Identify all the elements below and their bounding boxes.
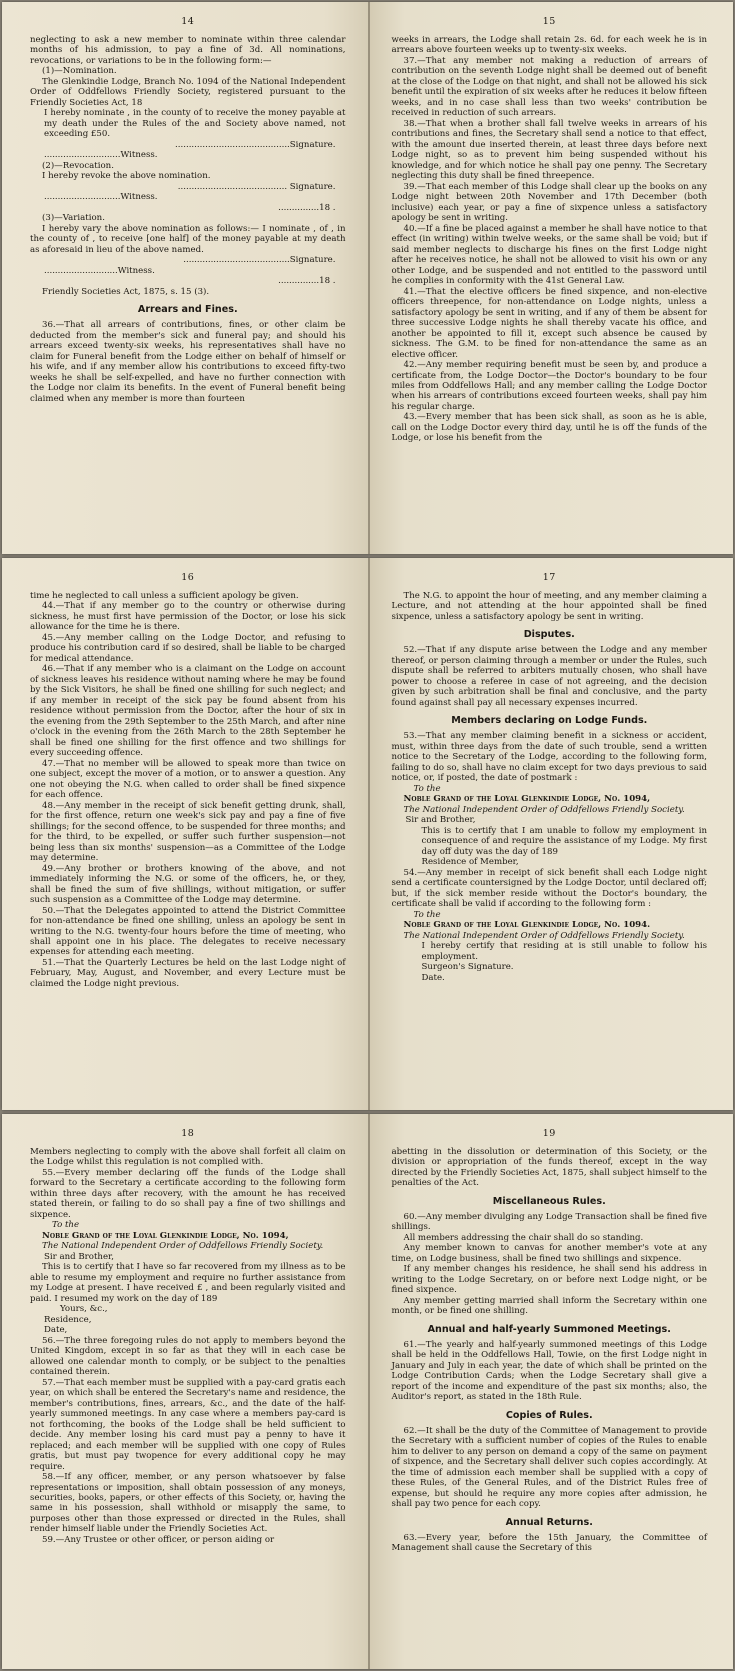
paragraph: Any member getting married shall inform the Secretary within one month, or be fined one shilling. <box>391 1295 707 1317</box>
section-heading: Arrears and Fines. <box>137 304 238 316</box>
section-heading: Disputes. <box>523 629 575 641</box>
paragraph: abetting in the dissolution or determination of this Society, or the division or appropriation of the funds thereof, except in the way directed by the Friendly Societies Act, 1875, shall subject himself to the penalties of the Act. <box>391 1147 707 1189</box>
paragraph: ............................Witness. <box>44 192 158 203</box>
paragraph: Surgeon's Signature. <box>421 962 514 973</box>
page-number: 18 <box>181 1128 195 1139</box>
form-to-line: To the <box>413 783 441 794</box>
paragraph: 57.—That each member must be supplied with a pay-card gratis each year, on which shall be entered the Secretary's name and residence, the member's contributions, fines, arrears, &c., and the date of the half-yearly summoned meetings. In any case where a members pay-card is not forthcoming, the books of the Lodge shall be held sufficient to decide. Any member losing his card must pay a penny to have it replaced; and each member will be supplied with one copy of Rules gratis, but must pay twopence for every additional copy he may require. <box>30 1377 346 1472</box>
paragraph: ...............18 . <box>278 202 336 213</box>
paragraph: 37.—That any member not making a reduction of arrears of contribution on the seventh Lodge night shall be deemed out of benefit at the close of the Lodge on that night, and shall not be allowed his sick benefit until the expiration of six weeks after he reduces it below fifteen weeks, and in no case shall less than two weeks' contribution be received in reduction of such arrears. <box>391 55 707 119</box>
paragraph: This is to certify that I have so far recovered from my illness as to be able to resume my employment and require no further assistance from my Lodge at present. I have received £ , and been regularly visited and paid. I resumed my work on the day of 189 <box>30 1262 346 1304</box>
paragraph: 51.—That the Quarterly Lectures be held on the last Lodge night of February, May, August, and November, and every Lecture must be claimed the Lodge night previous. <box>30 957 346 989</box>
paragraph: 53.—That any member claiming benefit in a sickness or accident, must, within three days from the date of such trouble, send a written notice to the Secretary of the Lodge, according to the following form, failing to do so, shall have no claim except for two days previous to said notice, or, if posted, the date of postmark : <box>391 731 707 784</box>
paragraph: 36.—That all arrears of contributions, fines, or other claim be deducted from the member's sick and funeral pay; and should his arrears exceed twenty-six weeks, his representatives shall have no claim for Funeral benefit from the Lodge either on behalf of himself or his wife, and if any member allow his contributions to exceed fifty-two weeks he shall be self-expelled, and have no further connection with the Lodge nor claim its benefits. In the event of Funeral benefit being claimed when any member is more than fourteen <box>30 320 346 404</box>
paragraph: 61.—The yearly and half-yearly summoned meetings of this Lodge shall be held in the Oddfellows Hall, Towie, on the first Lodge night in January and July in each year, the date of which shall be printed on the Lodge Contribution Cards; when the Lodge Secretary shall give a report of the income and expenditure of the past six months; also, the Auditor's report, as stated in the 18th Rule. <box>391 1339 707 1403</box>
page-number: 14 <box>181 16 195 27</box>
paragraph: .......................................Signature. <box>183 255 336 266</box>
paragraph: 38.—That when a brother shall fall twelve weeks in arrears of his contributions and fines, the Secretary shall send a notice to that effect, with the amount due inserted therein, at least three days before next Lodge night, so as to prevent him being suspended without his knowledge, and for which notice he shall pay one penny. The Secretary neglecting this duty shall be fined threepence. <box>391 118 707 182</box>
paragraph: Date. <box>421 972 445 983</box>
paragraph: Friendly Societies Act, 1875, s. 15 (3). <box>42 286 210 297</box>
paragraph: 60.—Any member divulging any Lodge Transaction shall be fined five shillings. <box>391 1211 707 1233</box>
paragraph: 54.—Any member in receipt of sick benefit shall each Lodge night send a certificate countersigned by the Lodge Doctor, until declared off; but, if the sick member reside without the Doctor's boundary, the certificate shall be valid if according to the following form : <box>391 867 707 910</box>
page-number: 17 <box>542 572 556 583</box>
section-heading: Annual and half-yearly Summoned Meetings. <box>427 1323 671 1335</box>
page-content <box>392 591 708 983</box>
paragraph: weeks in arrears, the Lodge shall retain 2s. 6d. for each week he is in arrears above fourteen weeks up to twenty-six weeks. <box>391 35 707 56</box>
paragraph: 39.—That each member of this Lodge shall clear up the books on any Lodge night between 20th November and 17th December (both inclusive) each year, or pay a fine of sixpence unless a satisfactory apology be sent in writing. <box>391 181 707 224</box>
form-society-name: The National Independent Order of Oddfellows Friendly Society. <box>42 1241 324 1252</box>
paragraph: 45.—Any member calling on the Lodge Doctor, and refusing to produce his contribution card if so desired, shall be liable to be charged for medical attendance. <box>30 632 346 664</box>
form-subheading: (3)—Variation. <box>42 213 105 224</box>
paragraph: If any member changes his residence, he shall send his address in writing to the Lodge Secretary, on or before next Lodge night, or be fined sixpence. <box>391 1264 707 1296</box>
form-addressee: Noble Grand of the Loyal Glenkindie Lodge, No. 1094, <box>403 794 651 805</box>
paragraph: 52.—That if any dispute arise between the Lodge and any member thereof, or person claiming through a member or under the Rules, such dispute shall be referred to arbiters mutually chosen, who shall have power to choose a referee in case of not agreeing, and the decision given by such arbitration shall be final and conclusive, and the party found against shall pay all necessary expenses incurred. <box>391 645 707 708</box>
paragraph: All members addressing the chair shall do so standing. <box>403 1232 644 1243</box>
page-15 <box>368 2 734 554</box>
form-society-name: The National Independent Order of Oddfellows Friendly Society. <box>403 930 685 941</box>
paragraph: Members neglecting to comply with the above shall forfeit all claim on the Lodge whilst this regulation is not complied with. <box>30 1147 346 1168</box>
paragraph: 42.—Any member requiring benefit must be seen by, and produce a certificate from, the Lodge Doctor—the Doctor's boundary to be four miles from Oddfellows Hall; and any member calling the Lodge Doctor when his arrears of contributions exceed fourteen weeks, shall pay him his regular charge. <box>391 360 707 412</box>
paragraph: 55.—Every member declaring off the funds of the Lodge shall forward to the Secretary a certificate according to the following form within three days after recovery, with the amount he has received stated therein, or failing to do so shall pay a fine of two shillings and sixpence. <box>30 1167 346 1220</box>
page-14 <box>2 2 368 554</box>
page-content <box>30 1147 346 1545</box>
paragraph: 40.—If a fine be placed against a member he shall have notice to that effect (in writing) within twelve weeks, or the same shall be void; but if said member neglects to discharge his fines on the first Lodge night after he receives notice, he shall not be allowed to visit his own or any other Lodge, and be suspended and not entitled to the password until he complies in conformity with the 41st General Law. <box>391 223 707 287</box>
paragraph: The Glenkindie Lodge, Branch No. 1094 of the National Independent Order of Oddfellows Friendly Society, registered pursuant to the Friendly Societies Act, 18 <box>30 76 346 108</box>
paragraph: 58.—If any officer, member, or any person whatsoever by false representations or imposition, shall obtain possession of any moneys, securities, books, papers, or other effects of this Society, or, having the same in his possession, shall withhold or misapply the same, to purposes other than those expressed or directed in the Rules, shall render himself liable under the Friendly Societies Act. <box>30 1472 346 1535</box>
page-16 <box>2 558 368 1110</box>
section-heading: Miscellaneous Rules. <box>492 1195 606 1207</box>
page-number: 19 <box>542 1128 556 1139</box>
paragraph: Sir and Brother, <box>405 815 476 826</box>
paragraph: ........................................ Signature. <box>177 181 336 192</box>
paragraph: I hereby revoke the above nomination. <box>42 171 211 182</box>
paragraph: I hereby vary the above nomination as follows:— I nominate , of , in the county of , to receive [one half] of the money payable at my death as aforesaid in lieu of the above named. <box>30 223 346 255</box>
page-content <box>30 35 346 404</box>
paragraph: ...............18 . <box>278 276 336 287</box>
form-addressee: Noble Grand of the Loyal Glenkindie Lodge, No. 1094, <box>42 1230 289 1241</box>
paragraph: Residence, <box>44 1314 92 1325</box>
paragraph: ...........................Witness. <box>44 265 155 276</box>
paragraph: 41.—That the elective officers be fined sixpence, and non-elective officers threepence, for non-attendance on Lodge nights, unless a satisfactory apology be sent in writing, and if any of them be absent for three successive Lodge nights he shall thereby vacate his office, and another be appointed to fill it, except such absence be caused by sickness. The G.M. to be fined for non-attendance the same as an elective officer. <box>391 286 707 360</box>
form-subheading: (2)—Revocation. <box>42 160 114 171</box>
paragraph: 50.—That the Delegates appointed to attend the District Committee for non-attendance be fined one shilling, unless an apology be sent in writing to the N.G. twenty-four hours before the time of meeting, who shall appoint one in his place. The delegates to receive necessary expenses for attending each meeting. <box>30 905 346 958</box>
page-17 <box>368 558 734 1110</box>
form-subheading: (1)—Nomination. <box>42 66 117 77</box>
spread-pages-18-19 <box>2 1114 733 1669</box>
page-number: 15 <box>542 16 556 27</box>
page-content <box>30 591 346 989</box>
paragraph: time he neglected to call unless a sufficient apology be given. <box>30 591 299 601</box>
paragraph: Residence of Member, <box>421 857 519 868</box>
paragraph: 43.—Every member that has been sick shall, as soon as he is able, call on the Lodge Doctor every third day, until he is off the funds of the Lodge, or lose his benefit from the <box>391 412 707 444</box>
section-heading: Members declaring on Lodge Funds. <box>451 715 648 727</box>
paragraph: Any member known to canvas for another member's vote at any time, on Lodge business, shall be fined two shillings and sixpence. <box>391 1243 707 1264</box>
paragraph: 56.—The three foregoing rules do not apply to members beyond the United Kingdom, except in so far as that they will in each case be allowed one calendar month to comply, or be subject to the penalties contained therein. <box>30 1335 346 1378</box>
page-number: 16 <box>181 572 195 583</box>
form-addressee: Noble Grand of the Loyal Glenkindie Lodge, No. 1094. <box>403 920 651 931</box>
page-18 <box>2 1114 368 1669</box>
paragraph: 59.—Any Trustee or other officer, or person aiding or <box>42 1534 275 1545</box>
section-heading: Annual Returns. <box>505 1516 593 1528</box>
paragraph: ..........................................Signature. <box>175 139 336 150</box>
page-content <box>392 1147 708 1554</box>
section-heading: Copies of Rules. <box>505 1409 593 1421</box>
form-to-line: To the <box>52 1220 80 1231</box>
paragraph: I hereby certify that residing at is still unable to follow his employment. <box>421 941 707 962</box>
form-to-line: To the <box>413 909 441 920</box>
spread-pages-14-15 <box>2 2 733 554</box>
paragraph: 47.—That no member will be allowed to speak more than twice on one subject, except the mover of a motion, or to answer a question. Any one not obeying the N.G. when called to order shall be fined sixpence for each offence. <box>30 758 346 801</box>
paragraph: The N.G. to appoint the hour of meeting, and any member claiming a Lecture, and not attending at the hour appointed shall be fined sixpence, unless a satisfactory apology be sent in writing. <box>391 591 707 622</box>
paragraph: 44.—That if any member go to the country or otherwise during sickness, he must first have permission of the Doctor, or lose his sick allowance for the time he is there. <box>30 601 346 633</box>
page-19 <box>368 1114 734 1669</box>
spread-pages-16-17 <box>2 558 733 1110</box>
paragraph: ............................Witness. <box>44 150 158 161</box>
paragraph: neglecting to ask a new member to nominate within three calendar months of his admission, to pay a fine of 3d. All nominations, revocations, or variations to be in the following form:— <box>30 35 346 66</box>
paragraph: This is to certify that I am unable to follow my employment in consequence of and require the assistance of my Lodge. My first day off duty was the day of 189 <box>421 825 707 857</box>
paragraph: 49.—Any brother or brothers knowing of the above, and not immediately informing the N.G. or some of the officers, he, or they, shall be fined the sum of five shillings, without mitigation, or suffer such suspension as a Committee of the Lodge may determine. <box>30 863 346 906</box>
paragraph: Yours, &c., <box>60 1304 108 1315</box>
paragraph: 48.—Any member in the receipt of sick benefit getting drunk, shall, for the first offence, return one week's sick pay and pay a fine of five shillings; for the second offence, to be suspended for three months; and for the third, to be expelled, or suffer such further suspension—not being less than six months' suspension—as a Committee of the Lodge may determine. <box>30 800 346 864</box>
page-content <box>392 35 708 444</box>
paragraph: I hereby nominate , in the county of to receive the money payable at my death under the Rules of the and Society above named, not exceeding £50. <box>44 108 346 140</box>
form-society-name: The National Independent Order of Oddfellows Friendly Society. <box>403 804 685 815</box>
paragraph: 62.—It shall be the duty of the Committee of Management to provide the Secretary with a sufficient number of copies of the Rules to enable him to deliver to any person on demand a copy of the same on payment of sixpence, and the Secretary shall deliver such copies accordingly. At the time of admission each member shall be supplied with a copy of these Rules, of the General Rules, and of the District Rules free of expense, but should he require any more copies after admission, he shall pay two pence for each copy. <box>391 1425 707 1510</box>
paragraph: 63.—Every year, before the 15th January, the Committee of Management shall cause the Secretary of this <box>391 1532 707 1554</box>
paragraph: 46.—That if any member who is a claimant on the Lodge on account of sickness leaves his residence without naming where he may be found by the Sick Visitors, he shall be fined one shilling for such neglect; and if any member in receipt of the sick pay be found absent from his residence without permission from the Doctor, after the hour of six in the evening from the 29th September to the 25th March, and after nine o'clock in the evening from the 26th March to the 28th September he shall be fined one shilling for the first offence and two shillings for every succeeding offence. <box>30 664 346 759</box>
paragraph: Date, <box>44 1325 68 1336</box>
paragraph: Sir and Brother, <box>44 1251 114 1262</box>
